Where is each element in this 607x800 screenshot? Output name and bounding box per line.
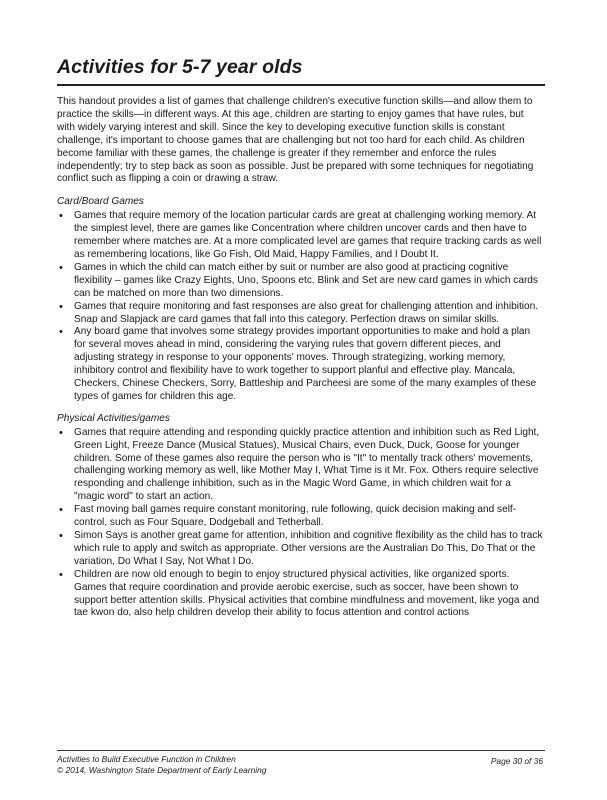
footer-divider: [57, 750, 545, 751]
list-item: • Games that require monitoring and fast responses are also great for challenging attention and inhibition. Snap and Slapjack are card games that fall into this category. Perfection draws on similar skills.: [57, 301, 543, 327]
list-item: • Games that require attending and responding quickly practice attention and inhibition such as Red Light, Green Light, Freeze Dance (Musical Statues), Musical Chairs, even Duck, Duck, Goose for younger children. Some of these games also require the person who is "It" to mentally track others' movements, challenging working memory as well, like Mother May I, What Time is it Mr. Fox. Others require selective responding and challenge inhibition, such as in the Magic Word Game, in which children wait for a "magic word" to start an action.: [57, 427, 543, 504]
page-title: Activities for 5-7 year olds: [57, 56, 303, 78]
list-item: • Simon Says is another great game for attention, inhibition and cognitive flexibility as the child has to track which rule to apply and switch as appropriate. Other versions are the Australian Do This, Do That or the variation, Do What I Say, Not What I Do.: [57, 530, 543, 569]
title-divider: [57, 84, 545, 86]
footer-copyright: © 2014, Washington State Department of Early Learning: [57, 765, 267, 775]
section-heading-card-board-games: Card/Board Games: [57, 196, 144, 208]
page-number: Page 30 of 36: [490, 756, 543, 766]
list-item: • Children are now old enough to begin to enjoy structured physical activities, like organized sports. Games that require coordination and provide aerobic exercise, such as soccer, have been shown to support better attention skills. Physical activities that combine mindfulness and movement, like yoga and tae kwon do, also help children develop their ability to focus attention and control actions: [57, 569, 543, 621]
list-item: • Games in which the child can match either by suit or number are also good at practicing cognitive flexibility – games like Crazy Eights, Uno, Spoons etc. Blink and Set are new card games in which cards can be matched on more than two dimensions.: [57, 262, 543, 301]
list-item: • Any board game that involves some strategy provides important opportunities to make and hold a plan for several moves ahead in mind, considering the varying rules that govern different pieces, and adjusting strategy in response to your opponents' moves. Through strategizing, working memory, inhibitory control and flexibility have to work together to support planful and effective play. Mancala, Checkers, Chinese Checkers, Sorry, Battleship and Parcheesi are some of the many examples of these types of games for children this age.: [57, 326, 543, 403]
intro-paragraph: This handout provides a list of games that challenge children's executive function skills—and allow them to practice the skills—in different ways. At this age, children are starting to enjoy games that have rules, but with widely varying interest and skill. Since the key to developing executive function skills is constant challenge, it's important to choose games that are challenging but not too hard for each child. As children become familiar with these games, the challenge is greater if they remember and enforce the rules independently; try to step back as soon as possible. Just be prepared with some techniques for negotiating conflict such as flipping a coin or drawing a straw.: [57, 96, 534, 185]
list-item: • Games that require memory of the location particular cards are great at challenging working memory. At the simplest level, there are games like Concentration where children uncover cards and then have to remember where matches are. At a more complicated level are games that require tracking cards as well as remembering locations, like Go Fish, Old Maid, Happy Families, and I Doubt It.: [57, 210, 543, 262]
physical-activities-list: [57, 427, 543, 621]
footer-document-title: Activities to Build Executive Function in Children: [57, 754, 236, 764]
list-item: • Fast moving ball games require constant monitoring, rule following, quick decision making and self-control, such as Four Square, Dodgeball and Tetherball.: [57, 504, 543, 530]
section-heading-physical-activities: Physical Activities/games: [57, 412, 170, 424]
card-board-games-list: [57, 210, 543, 404]
page-footer: [57, 754, 543, 776]
document-body: [57, 96, 543, 629]
